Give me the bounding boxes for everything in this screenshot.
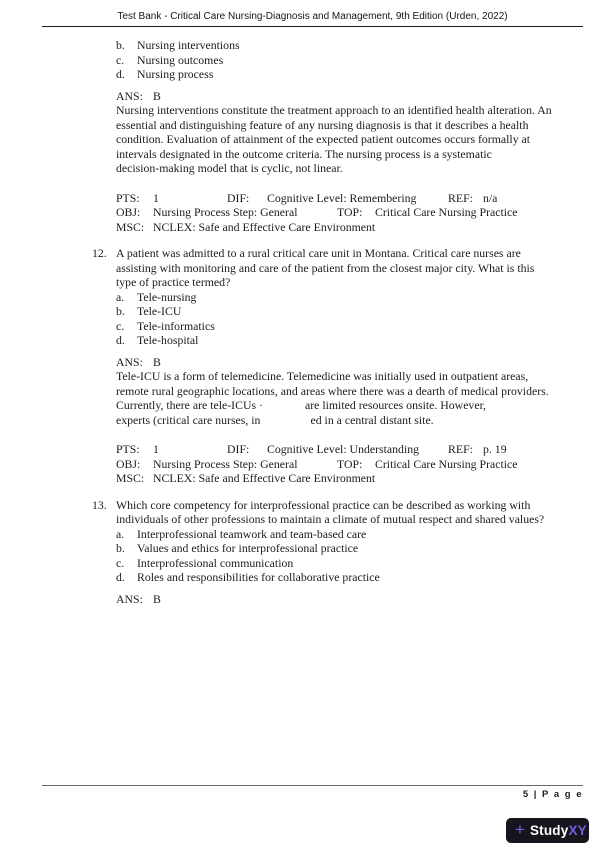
question-stem-line: type of practice termed? <box>116 275 231 289</box>
rationale-line: remote rural geographic locations, and areas where there was a dearth of medical providers. <box>116 383 549 398</box>
meta-segment: PTS: <box>116 442 140 456</box>
meta-row <box>116 191 586 206</box>
option-row <box>116 570 586 585</box>
answer-row <box>116 355 586 370</box>
meta-segment: 1 <box>153 190 159 205</box>
meta-segment: Nursing Process Step: General <box>153 205 298 219</box>
option-text: Tele-hospital <box>137 333 199 347</box>
meta-row <box>116 471 586 486</box>
answer-row <box>116 89 586 104</box>
question-stem-line: assisting with monitoring and care of the patient from the closest major city. What is this <box>116 260 535 275</box>
meta-segment: Critical Care Nursing Practice <box>375 205 518 219</box>
meta-block <box>116 191 586 235</box>
meta-segment: p. 19 <box>483 442 507 456</box>
answer-segment: B <box>153 354 161 369</box>
option-row <box>116 67 586 82</box>
answer-row <box>116 592 586 607</box>
redacted-gap <box>263 408 305 409</box>
answer-segment: ANS: <box>116 88 143 103</box>
option-row <box>116 290 586 305</box>
meta-row <box>116 457 586 472</box>
answer-block <box>116 89 586 104</box>
meta-segment: n/a <box>483 190 498 205</box>
option-row <box>116 319 586 334</box>
brand-name-xy: XY <box>568 822 587 838</box>
option-row <box>116 333 586 348</box>
rationale-line: experts (critical care nurses, in ed in a central distant site. <box>116 412 434 427</box>
rationale-line: condition. Evaluation of attainment of the expected patient outcomes occurs formally at <box>116 132 531 146</box>
rationale-line: essential and distinguishing feature of any nursing diagnosis is that it describes a health <box>116 117 529 132</box>
option-letter: b. <box>116 304 125 318</box>
option-letter: b. <box>116 38 125 52</box>
meta-segment: DIF: <box>227 442 250 456</box>
meta-segment: 1 <box>153 442 159 456</box>
meta-segment: OBJ: <box>116 205 141 219</box>
answer-segment: ANS: <box>116 591 143 606</box>
question-block <box>92 246 586 486</box>
question-stem-line: individuals of other professions to maintain a climate of mutual respect and shared values? <box>116 512 545 526</box>
answer-block <box>116 592 586 607</box>
meta-row <box>116 220 586 235</box>
page-header-title: Test Bank - Critical Care Nursing-Diagnosis and Management, 9th Edition (Urden, 2022) <box>42 11 583 27</box>
page-footer <box>42 785 583 803</box>
brand-name-study: Study <box>529 822 569 838</box>
questions-area <box>92 38 586 606</box>
rationale-line: Tele-ICU is a form of telemedicine. Telemedicine was initially used in outpatient areas, <box>116 369 529 383</box>
question-number: 12. <box>92 246 107 260</box>
option-row <box>116 304 586 319</box>
question-number: 13. <box>92 497 107 512</box>
meta-segment: Nursing Process Step: General <box>153 456 298 471</box>
option-row <box>116 38 586 53</box>
option-row <box>116 556 586 571</box>
question-stem-line: A patient was admitted to a rural critical care unit in Montana. Critical care nurses are <box>116 246 521 260</box>
option-letter: c. <box>116 318 125 333</box>
option-row <box>116 527 586 542</box>
option-text: Values and ethics for interprofessional practice <box>137 541 359 555</box>
meta-segment: TOP: <box>337 205 363 219</box>
page-number: 5 | P a g e <box>522 789 583 800</box>
option-text: Interprofessional teamwork and team-based care <box>137 526 367 541</box>
option-text: Tele-informatics <box>137 318 215 333</box>
rationale-line: Nursing interventions constitute the treatment approach to an identified health alteration. An <box>116 103 552 117</box>
option-letter: a. <box>116 289 125 304</box>
redacted-gap <box>260 423 310 424</box>
meta-segment: Cognitive Level: Remembering <box>267 190 417 205</box>
option-text: Roles and responsibilities for collaborative practice <box>137 570 380 584</box>
question-block <box>92 497 586 607</box>
meta-segment: NCLEX: Safe and Effective Care Environment <box>153 219 376 234</box>
question-block <box>116 38 586 234</box>
meta-row <box>116 205 586 220</box>
option-text: Nursing interventions <box>137 38 240 52</box>
meta-row <box>116 442 586 457</box>
meta-segment: OBJ: <box>116 456 141 471</box>
rationale-line: intervals designated in the outcome criteria. The nursing process is a systematic <box>116 146 492 161</box>
meta-segment: Cognitive Level: Understanding <box>267 442 420 456</box>
option-row <box>116 541 586 556</box>
option-text: Interprofessional communication <box>137 555 294 570</box>
answer-segment: ANS: <box>116 354 143 369</box>
option-text: Nursing process <box>137 67 214 81</box>
meta-segment: REF: <box>448 190 473 205</box>
question-stem-line: Which core competency for interprofessional practice can be described as working with <box>116 497 531 512</box>
option-text: Nursing outcomes <box>137 52 224 67</box>
meta-segment: MSC: <box>116 219 145 234</box>
meta-segment: TOP: <box>337 456 363 471</box>
meta-segment: PTS: <box>116 190 140 205</box>
rationale-line: Currently, there are tele-ICUs · are limited resources onsite. However, <box>116 398 486 412</box>
option-letter: c. <box>116 555 125 570</box>
option-row <box>116 53 586 68</box>
rationale-line: decision-making model that is cyclic, not linear. <box>116 161 343 175</box>
option-letter: d. <box>116 67 125 81</box>
answer-segment: B <box>153 88 161 103</box>
meta-segment: Critical Care Nursing Practice <box>375 456 518 471</box>
option-text: Tele-ICU <box>137 304 182 318</box>
meta-segment: REF: <box>448 442 473 456</box>
answer-segment: B <box>153 591 161 606</box>
answer-block <box>116 355 586 370</box>
option-letter: a. <box>116 526 125 541</box>
studyxy-brand-badge <box>506 818 589 843</box>
option-letter: d. <box>116 570 125 584</box>
meta-segment: DIF: <box>227 190 250 205</box>
option-text: Tele-nursing <box>137 289 197 304</box>
meta-block <box>116 442 586 486</box>
meta-segment: MSC: <box>116 471 145 485</box>
plus-icon: + <box>515 820 525 839</box>
option-letter: c. <box>116 52 125 67</box>
option-letter: d. <box>116 333 125 347</box>
meta-segment: NCLEX: Safe and Effective Care Environment <box>153 471 376 485</box>
option-letter: b. <box>116 541 125 555</box>
